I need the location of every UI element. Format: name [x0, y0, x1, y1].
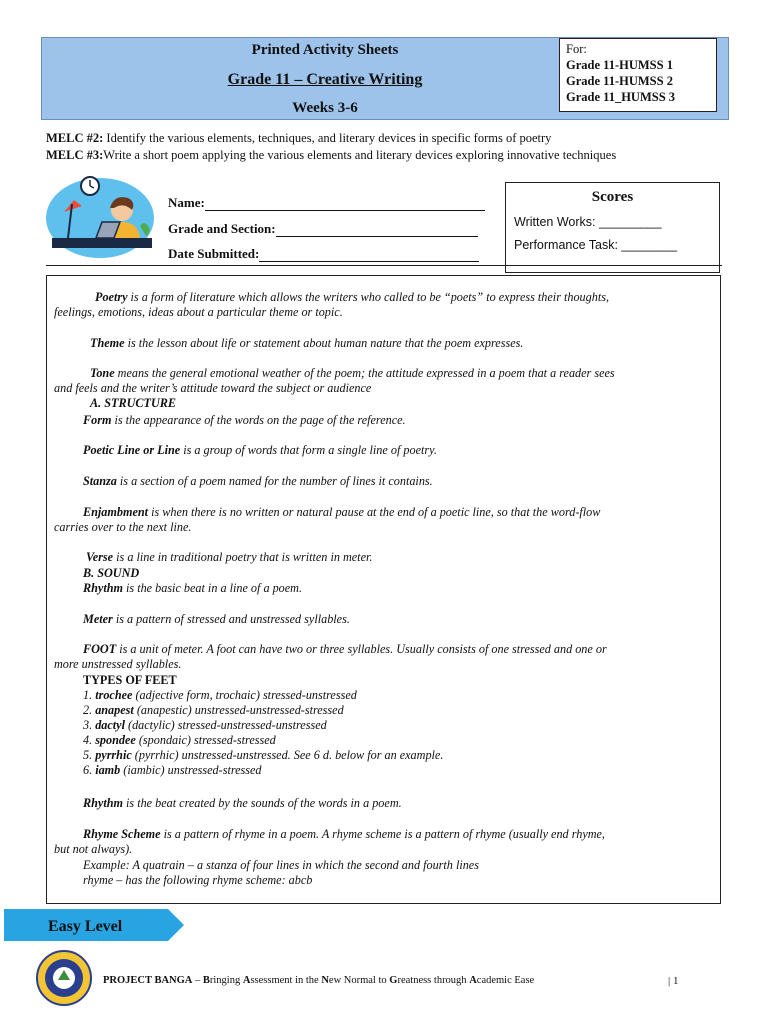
written-works-score[interactable]: Written Works: _________ [514, 215, 662, 229]
line-paragraph: Poetic Line or Line is a group of words that form a single line of poetry. [83, 443, 437, 457]
for-item: Grade 11-HUMSS 1 [566, 58, 673, 72]
rhyme-example: Example: A quatrain – a stanza of four lines in which the second and fourth lines rhyme – has the following rhyme scheme: abcb [83, 858, 479, 887]
list-item: 2. anapest (anapestic) unstressed-unstressed-stressed [83, 703, 344, 717]
meter-paragraph: Meter is a pattern of stressed and unstressed syllables. [83, 612, 350, 626]
date-submitted-field[interactable]: Date Submitted: [168, 246, 479, 262]
list-item: 6. iamb (iambic) unstressed-stressed [83, 763, 262, 777]
poetry-paragraph: Poetry is a form of literature which allows the writers who called to be “poets” to express their thoughts, feelings, emotions, ideas about a particular theme or topic. [54, 290, 610, 319]
sound-heading: B. SOUND [83, 566, 140, 580]
page-number: | 1 [668, 975, 679, 987]
course-title: Grade 11 – Creative Writing [227, 71, 423, 88]
structure-heading: A. STRUCTURE [90, 396, 177, 410]
rhyme-scheme-paragraph: Rhyme Scheme is a pattern of rhyme in a poem. A rhyme scheme is a pattern of rhyme (usually end rhyme, but not always). [54, 827, 605, 856]
theme-paragraph: Theme is the lesson about life or statement about human nature that the poem expresses. [90, 336, 524, 350]
rhythm-beat-paragraph: Rhythm is the beat created by the sounds of the words in a poem. [83, 796, 402, 810]
melc-3: MELC #3:Write a short poem applying the various elements and literary devices exploring innovative techniques [46, 148, 617, 162]
scores-box [505, 182, 720, 273]
for-item: Grade 11-HUMSS 2 [566, 74, 673, 88]
divider [46, 265, 722, 266]
list-item: 5. pyrrhic (pyrrhic) unstressed-unstressed. See 6 d. below for an example. [83, 748, 444, 762]
types-of-feet-heading: TYPES OF FEET [83, 673, 177, 687]
lesson-content [46, 275, 721, 904]
list-item: 4. spondee (spondaic) stressed-stressed [83, 733, 276, 747]
easy-level-label: Easy Level [48, 918, 123, 935]
rhythm-paragraph: Rhythm is the basic beat in a line of a poem. [83, 581, 303, 595]
form-paragraph: Form is the appearance of the words on the page of the reference. [83, 413, 406, 427]
performance-task-score[interactable]: Performance Task: ________ [514, 238, 678, 252]
footer-project: PROJECT BANGA – Bringing Assessment in the New Normal to Greatness through Academic Ease [103, 975, 535, 986]
list-item: 1. trochee (adjective form, trochaic) stressed-unstressed [83, 688, 357, 702]
sheet-title: Printed Activity Sheets [251, 42, 399, 58]
school-seal-icon [36, 950, 92, 1006]
grade-section-field[interactable]: Grade and Section: [168, 221, 478, 237]
enjambment-paragraph: Enjambment is when there is no written or natural pause at the end of a poetic line, so that the word-flow carries over to the next line. [54, 505, 601, 534]
list-item: 3. dactyl (dactylic) stressed-unstressed-unstressed [83, 718, 327, 732]
for-item: Grade 11_HUMSS 3 [566, 90, 676, 104]
student-laptop-illustration [44, 168, 156, 260]
verse-paragraph: Verse is a line in traditional poetry that is written in meter. [86, 550, 373, 564]
foot-paragraph: FOOT is a unit of meter. A foot can have two or three syllables. Usually consists of one stressed and one or more unstressed syllables. [54, 642, 607, 671]
scores-title: Scores [591, 189, 634, 205]
for-box [559, 38, 717, 112]
for-label: For: [566, 42, 587, 56]
stanza-paragraph: Stanza is a section of a poem named for the number of lines it contains. [83, 474, 433, 488]
melc-2: MELC #2: Identify the various elements, techniques, and literary devices in specific forms of poetry [46, 131, 552, 145]
weeks-label: Weeks 3-6 [292, 100, 358, 116]
easy-level-tab [4, 909, 184, 941]
name-field[interactable]: Name: [168, 195, 485, 211]
tone-paragraph: Tone means the general emotional weather of the poem; the attitude expressed in a poem that a reader sees and feels and the writer’s attitude toward the subject or audience [54, 366, 615, 395]
feet-list [83, 688, 743, 778]
